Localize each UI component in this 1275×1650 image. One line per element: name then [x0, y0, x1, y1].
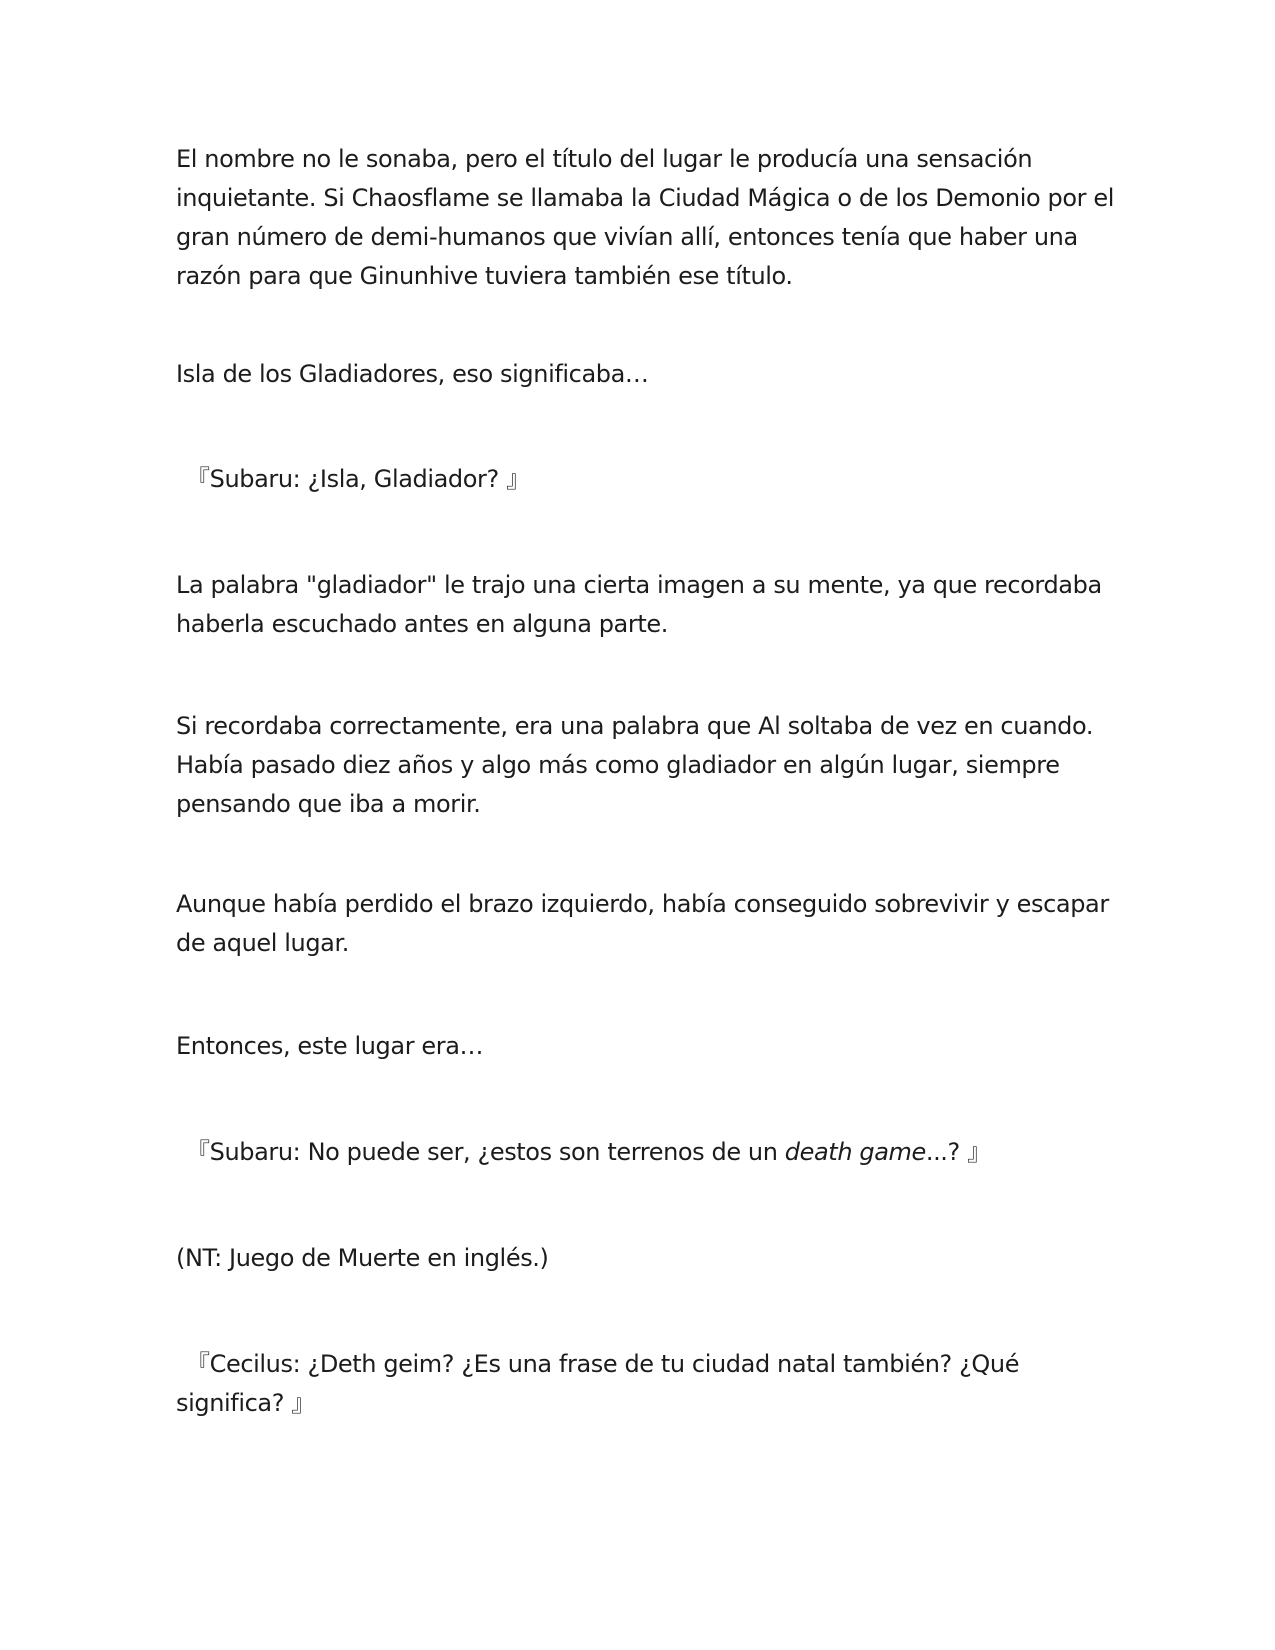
dialogue-text: Subaru: ¿Isla, Gladiador?: [209, 465, 507, 493]
dialogue-italic-text: death game: [784, 1138, 926, 1166]
paragraph-gladiator-island: Isla de los Gladiadores, eso significaba…: [176, 360, 649, 388]
open-bracket: 『: [186, 1350, 210, 1378]
paragraph-left-arm: Aunque había perdido el brazo izquierdo, había conseguido sobrevivir y escapar de aquel lugar.: [176, 890, 1109, 957]
open-bracket: 『: [186, 1138, 210, 1166]
dialogue-text: Subaru: No puede ser, ¿estos son terrenos de un: [209, 1138, 785, 1166]
close-bracket: 』: [506, 465, 530, 493]
paragraph-gladiator-word: La palabra "gladiador" le trajo una cierta imagen a su mente, ya que recordaba haberla escuchado antes en alguna parte.: [176, 571, 1102, 638]
translator-note: (NT: Juego de Muerte en inglés.): [176, 1244, 549, 1272]
dialogue-subaru-island: [186, 460, 1126, 499]
paragraph-chaosflame: El nombre no le sonaba, pero el título del lugar le producía una sensación inquietante. Si Chaosflame se llamaba la Ciudad Mágica o de los Demonio por el gran número de demi-humanos que vivían allí, entonces tenía que haber una razón para que Ginunhive tuviera también ese título.: [176, 145, 1114, 290]
dialogue-subaru-death-game: [186, 1133, 1126, 1172]
dialogue-text: Cecilus: ¿Deth geim? ¿Es una frase de tu ciudad natal también? ¿Qué significa?: [176, 1350, 1020, 1417]
paragraph-al-memory: Si recordaba correctamente, era una palabra que Al soltaba de vez en cuando. Había pasado diez años y algo más como gladiador en algún lugar, siempre pensando que iba a morir.: [176, 712, 1094, 818]
dialogue-cecilus: [176, 1345, 1116, 1423]
open-bracket: 『: [186, 465, 210, 493]
close-bracket: 』: [291, 1389, 315, 1417]
dialogue-text-end: ...?: [925, 1138, 968, 1166]
paragraph-this-place: Entonces, este lugar era…: [176, 1032, 484, 1060]
close-bracket: 』: [967, 1138, 991, 1166]
